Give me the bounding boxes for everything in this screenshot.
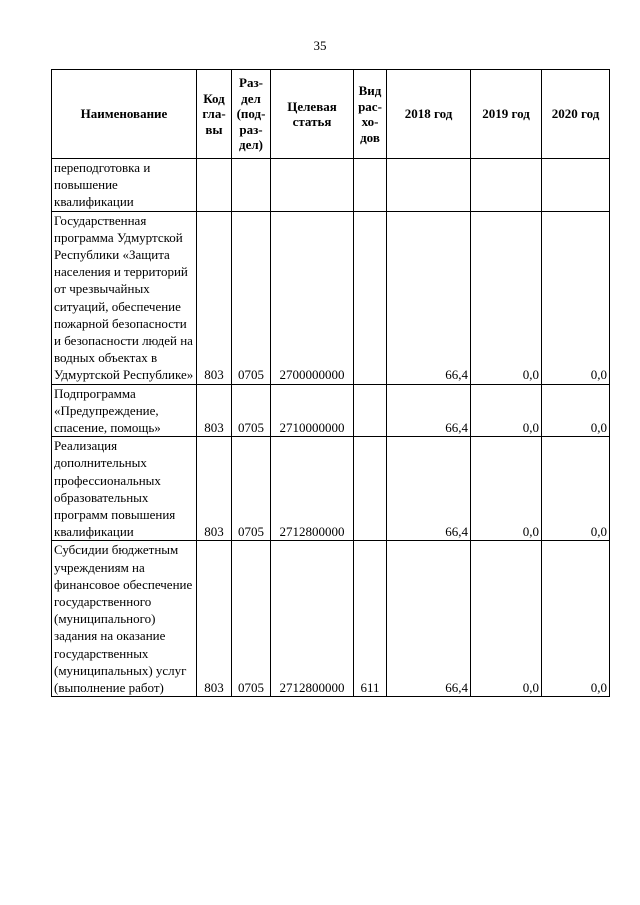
row-section: 0705 xyxy=(232,384,271,437)
row-code: 803 xyxy=(197,437,232,541)
page-number: 35 xyxy=(313,38,327,53)
header-article: Целевая статья xyxy=(271,70,354,159)
row-2020 xyxy=(542,159,610,212)
header-2018: 2018 год xyxy=(387,70,471,159)
row-2020: 0,0 xyxy=(542,437,610,541)
row-code: 803 xyxy=(197,384,232,437)
table-row xyxy=(52,384,610,437)
row-article xyxy=(271,159,354,212)
row-2020: 0,0 xyxy=(542,211,610,384)
row-code: 803 xyxy=(197,211,232,384)
row-name: переподготовка и повышение квалификации xyxy=(52,159,197,212)
row-article: 2700000000 xyxy=(271,211,354,384)
row-2020: 0,0 xyxy=(542,541,610,697)
table-row xyxy=(52,541,610,697)
row-section: 0705 xyxy=(232,437,271,541)
row-2018: 66,4 xyxy=(387,211,471,384)
table-row xyxy=(52,211,610,384)
table-row xyxy=(52,437,610,541)
row-name: Реализация дополнительных профессиональных образовательных программ повышения квалификации xyxy=(52,437,197,541)
row-article: 2712800000 xyxy=(271,541,354,697)
row-article: 2710000000 xyxy=(271,384,354,437)
row-2019: 0,0 xyxy=(471,541,542,697)
row-2018: 66,4 xyxy=(387,437,471,541)
row-2020: 0,0 xyxy=(542,384,610,437)
row-name: Субсидии бюджетным учреждениям на финансовое обеспечение государственного (муниципального) задания на оказание государственных (муниципальных) услуг (выполнение работ) xyxy=(52,541,197,697)
row-article: 2712800000 xyxy=(271,437,354,541)
row-2019: 0,0 xyxy=(471,437,542,541)
row-section: 0705 xyxy=(232,541,271,697)
row-2019 xyxy=(471,159,542,212)
row-code xyxy=(197,159,232,212)
row-kind xyxy=(354,384,387,437)
header-code: Код гла-вы xyxy=(197,70,232,159)
budget-table xyxy=(51,69,610,697)
row-name: Государственная программа Удмуртской Республики «Защита населения и территорий от чрезвычайных ситуаций, обеспечение пожарной безопасности и безопасности людей на водных объектах в Удмуртской Республике» xyxy=(52,211,197,384)
row-kind xyxy=(354,211,387,384)
row-kind xyxy=(354,159,387,212)
row-section: 0705 xyxy=(232,211,271,384)
header-2020: 2020 год xyxy=(542,70,610,159)
row-section xyxy=(232,159,271,212)
header-kind: Вид рас-хо-дов xyxy=(354,70,387,159)
row-kind: 611 xyxy=(354,541,387,697)
row-2018: 66,4 xyxy=(387,541,471,697)
header-name: Наименование xyxy=(52,70,197,159)
row-2018 xyxy=(387,159,471,212)
row-2019: 0,0 xyxy=(471,211,542,384)
row-name: Подпрограмма «Предупреждение, спасение, помощь» xyxy=(52,384,197,437)
row-2018: 66,4 xyxy=(387,384,471,437)
table-header-row xyxy=(52,70,610,159)
row-kind xyxy=(354,437,387,541)
row-code: 803 xyxy=(197,541,232,697)
table-row xyxy=(52,159,610,212)
header-section: Раз-дел (под-раз-дел) xyxy=(232,70,271,159)
header-2019: 2019 год xyxy=(471,70,542,159)
row-2019: 0,0 xyxy=(471,384,542,437)
